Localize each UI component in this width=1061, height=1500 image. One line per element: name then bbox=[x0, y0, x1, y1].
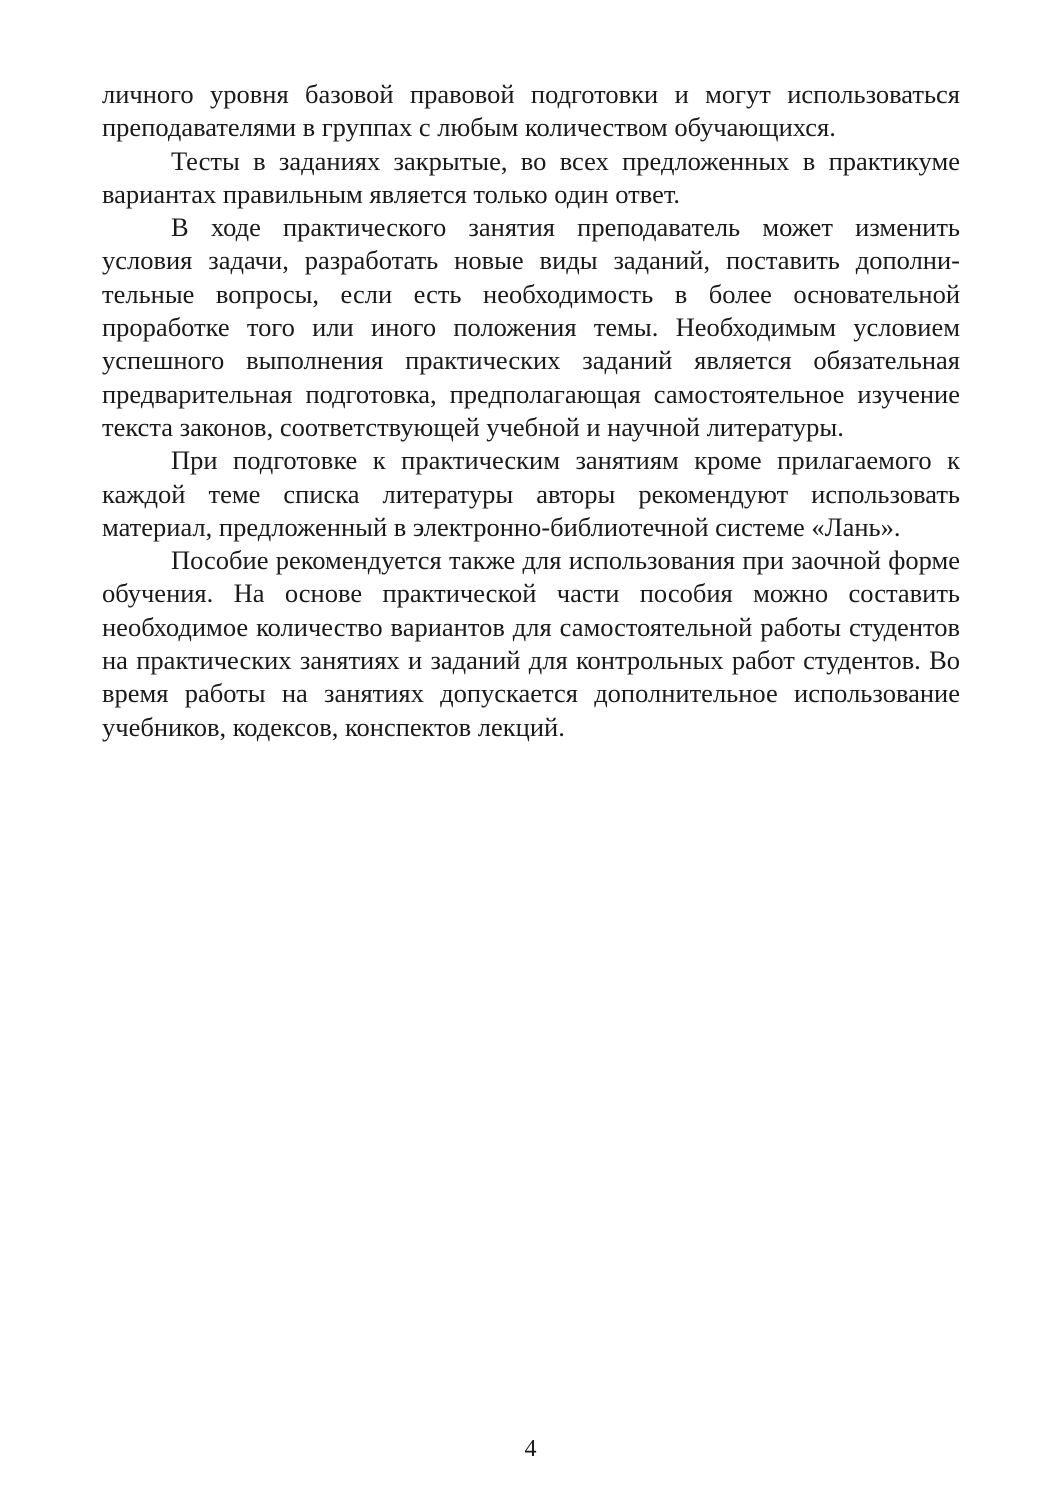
page-number: 4 bbox=[524, 1436, 537, 1462]
body-text bbox=[102, 78, 960, 744]
paragraph-practical-lesson: В ходе практического занятия преподаватель может изменить условия задачи, разработать новые виды заданий, поставить дополнительные вопросы, если есть необходимость в более основательной проработке того или иного положения темы. Необходимым условием успешного выполнения практических заданий является обязательная предварительная подготовка, предполагающая самостоятельное изучение текста законов, соответствующей учебной и научной литературы. bbox=[102, 212, 960, 442]
paragraph-preparation: При подготовке к практическим занятиям кроме прилагаемого к каждой теме списка литературы авторы рекомендуют использовать материал, предложенный в электронно-библиотечной системе «Лань». bbox=[102, 445, 960, 542]
paragraph-tests: Тесты в заданиях закрытые, во всех предложенных в практикуме вариантах правильным является только один ответ. bbox=[102, 145, 960, 209]
paragraph-distance-learning: Пособие рекомендуется также для использования при заочной форме обучения. На основе практической части пособия можно составить необходимое количество вариантов для самостоятельной работы студентов на практических занятиях и заданий для контрольных работ студентов. Во время работы на занятиях допускается дополнительное использование учебников, кодексов, конспектов лекций. bbox=[102, 545, 960, 742]
paragraph-continuation: личного уровня базовой правовой подготовки и могут использоваться преподавателями в группах с любым количеством обучающихся. bbox=[102, 79, 960, 143]
